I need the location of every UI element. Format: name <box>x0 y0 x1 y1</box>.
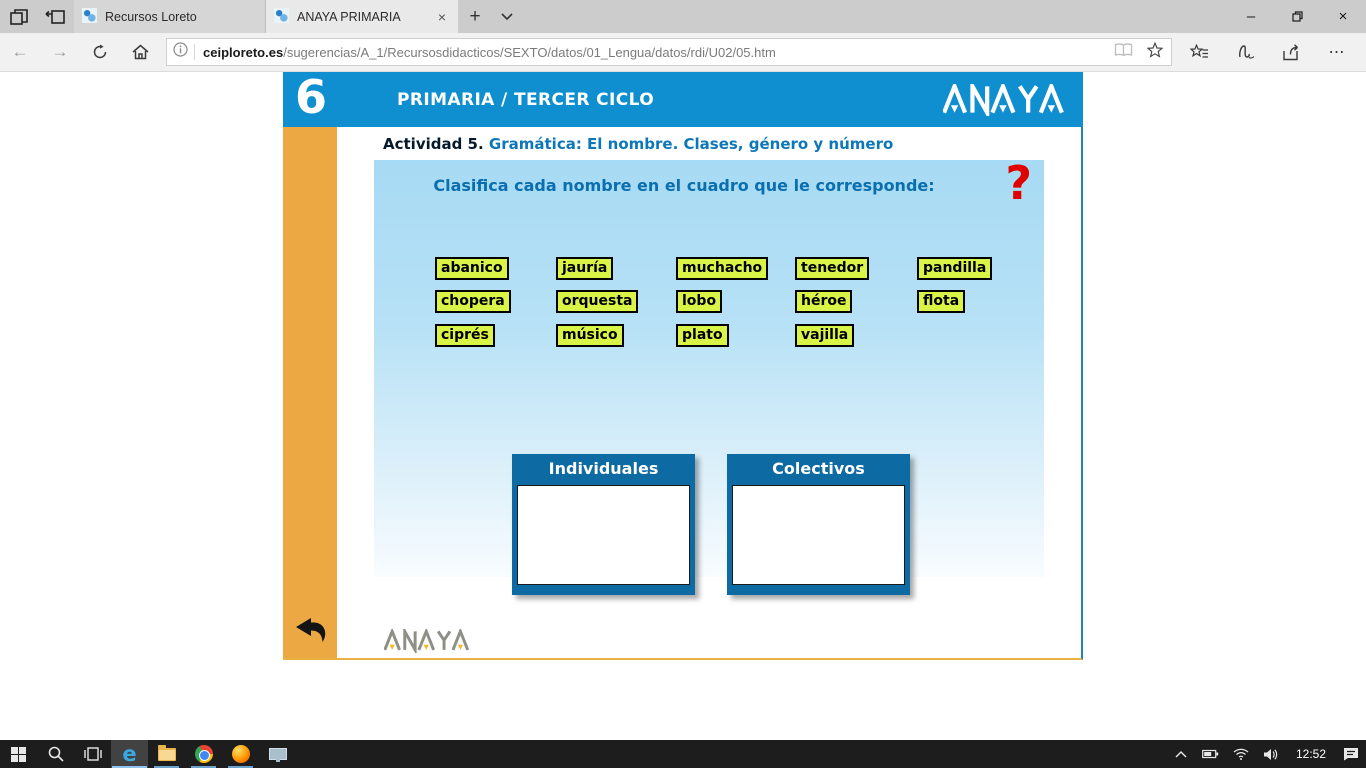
tray-chevron-icon[interactable] <box>1168 740 1194 768</box>
wifi-icon[interactable] <box>1228 740 1254 768</box>
word-chip[interactable]: músico <box>556 324 624 347</box>
activity-document <box>283 72 1083 660</box>
word-chip[interactable]: muchacho <box>676 257 768 280</box>
word-chip[interactable]: lobo <box>676 290 722 313</box>
word-chip[interactable]: abanico <box>435 257 509 280</box>
tab-title: ANAYA PRIMARIA <box>297 9 401 24</box>
anaya-footer-logo <box>384 629 470 658</box>
battery-icon[interactable] <box>1198 740 1224 768</box>
add-favorite-star-icon[interactable] <box>1147 42 1163 63</box>
url-host: ceiploreto.es <box>203 44 284 60</box>
tab-anaya-primaria[interactable] <box>266 0 458 33</box>
word-chip[interactable]: orquesta <box>556 290 638 313</box>
box-title: Colectivos <box>772 459 865 478</box>
set-tabs-aside-icon[interactable] <box>6 4 32 30</box>
word-chip[interactable]: héroe <box>795 290 852 313</box>
share-icon[interactable] <box>1272 39 1310 65</box>
search-icon[interactable] <box>37 740 74 768</box>
url-text[interactable] <box>203 45 1114 60</box>
exercise-panel <box>374 156 1044 577</box>
page-header <box>283 72 1083 127</box>
word-chip[interactable]: pandilla <box>917 257 992 280</box>
favicon <box>274 8 289 26</box>
drop-zone-individuales[interactable] <box>517 485 690 585</box>
more-options-icon[interactable]: ⋯ <box>1328 44 1346 61</box>
word-chip[interactable]: flota <box>917 290 965 313</box>
volume-icon[interactable] <box>1258 740 1284 768</box>
taskbar-edge-icon[interactable]: e <box>111 740 148 768</box>
action-center-icon[interactable] <box>1338 740 1364 768</box>
forward-icon[interactable]: → <box>51 42 69 61</box>
tab-close-icon[interactable]: × <box>437 8 446 25</box>
activity-heading <box>383 135 893 153</box>
new-tab-button[interactable]: + <box>469 5 481 27</box>
back-arrow-button[interactable] <box>292 615 328 647</box>
word-chip[interactable]: jauría <box>556 257 613 280</box>
browser-viewport <box>0 72 1366 740</box>
divider <box>194 44 195 60</box>
drop-zone-colectivos[interactable] <box>732 485 905 585</box>
hub-favorites-icon[interactable] <box>1180 39 1218 65</box>
favicon <box>82 8 97 26</box>
refresh-icon[interactable] <box>80 33 120 72</box>
tab-recursos-loreto[interactable] <box>74 0 266 33</box>
activity-body <box>283 127 1083 660</box>
url-path: /sugerencias/A_1/Recursosdidacticos/SEXTO/datos/01_Lengua/datos/rdi/U02/05.htm <box>283 44 776 60</box>
box-title: Individuales <box>548 459 659 478</box>
taskbar-monitor-icon[interactable] <box>259 740 296 768</box>
web-note-pen-icon[interactable] <box>1226 39 1264 65</box>
instruction-text: Clasifica cada nombre en el cuadro que le corresponde: <box>433 176 935 195</box>
task-view-icon[interactable] <box>74 740 111 768</box>
start-button[interactable] <box>0 740 37 768</box>
help-button[interactable]: ? <box>1005 156 1032 210</box>
back-icon[interactable]: ← <box>11 42 29 61</box>
browser-tab-bar <box>0 0 1366 33</box>
box-colectivos[interactable] <box>727 454 910 595</box>
reading-view-icon[interactable] <box>1114 43 1133 62</box>
page-title: PRIMARIA / TERCER CICLO <box>397 90 655 110</box>
taskbar-chrome-icon[interactable] <box>185 740 222 768</box>
word-chip[interactable]: plato <box>676 324 729 347</box>
home-icon[interactable] <box>120 33 160 72</box>
windows-taskbar <box>0 740 1366 768</box>
word-chip[interactable]: tenedor <box>795 257 869 280</box>
minimize-button[interactable]: – <box>1246 8 1256 25</box>
site-info-icon[interactable] <box>173 42 188 62</box>
word-chip[interactable]: vajilla <box>795 324 854 347</box>
close-button[interactable]: × <box>1338 8 1348 25</box>
word-chip[interactable]: chopera <box>435 290 511 313</box>
anaya-logo <box>943 84 1065 121</box>
orange-side-strip <box>283 127 337 658</box>
word-chip[interactable]: ciprés <box>435 324 495 347</box>
box-individuales[interactable] <box>512 454 695 595</box>
tab-title: Recursos Loreto <box>105 9 197 24</box>
taskbar-firefox-icon[interactable] <box>222 740 259 768</box>
clock[interactable]: 12:52 <box>1295 747 1326 761</box>
taskbar-explorer-icon[interactable] <box>148 740 185 768</box>
restore-button[interactable] <box>1274 0 1320 33</box>
activity-number: Actividad 5. <box>383 135 484 153</box>
tabs-preview-icon[interactable] <box>42 4 68 30</box>
browser-toolbar <box>0 33 1366 72</box>
address-bar[interactable] <box>166 38 1172 66</box>
activity-topic: Gramática: El nombre. Clases, género y número <box>488 135 894 153</box>
grade-level: 6 <box>295 70 328 124</box>
tab-preview-chevron-icon[interactable] <box>492 0 522 33</box>
